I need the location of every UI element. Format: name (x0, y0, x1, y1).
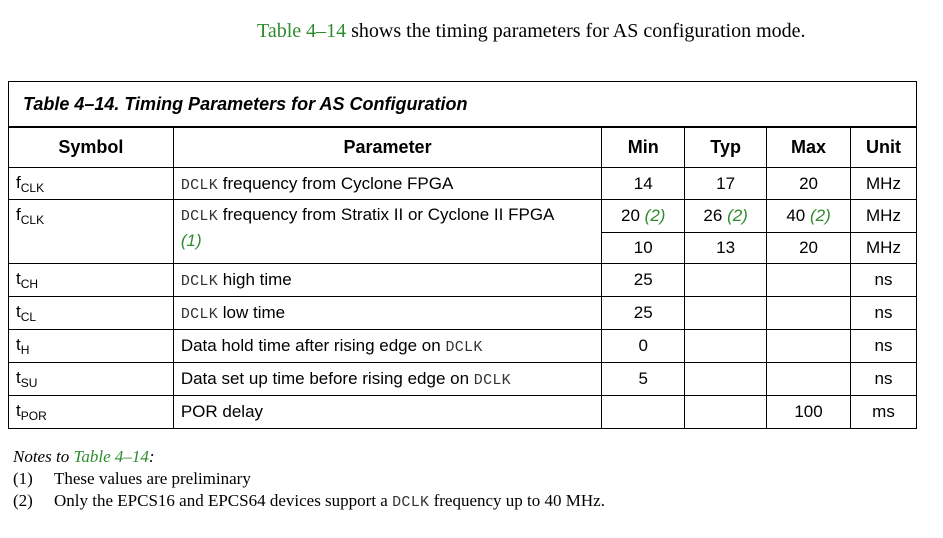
symbol-cell: $f_{CLK}$ (9, 168, 174, 200)
typ-cell (685, 297, 767, 330)
table-header-row (9, 127, 917, 168)
notes-table-link[interactable]: Table 4–14 (73, 447, 149, 466)
table-row (9, 264, 917, 297)
note-ref-1[interactable]: (1) (180, 231, 202, 250)
max-cell: 100 (767, 396, 851, 429)
max-cell: 40 (2) (767, 200, 851, 233)
typ-cell (685, 363, 767, 396)
notes-title: Notes to Table 4–14: (13, 447, 155, 466)
parameter-cell: Data hold time after rising edge on DCLK (173, 330, 601, 363)
min-cell: 25 (602, 264, 685, 297)
parameter-cell: DCLK low time (173, 297, 601, 330)
header-parameter: Parameter (173, 127, 601, 168)
min-cell: 10 (602, 233, 685, 264)
table-row (9, 200, 917, 233)
typ-cell (685, 264, 767, 297)
typ-cell: 26 (2) (685, 200, 767, 233)
header-typ: Typ (685, 127, 767, 168)
unit-cell: ns (851, 363, 917, 396)
note-ref-2[interactable]: (2) (809, 206, 831, 225)
note-ref-2[interactable]: (2) (727, 206, 748, 225)
symbol-cell: $t_{POR}$ (9, 396, 174, 429)
table-notes (13, 446, 605, 514)
unit-cell: ms (851, 396, 917, 429)
symbol-cell: $t_H$ (9, 330, 174, 363)
min-cell: 5 (602, 363, 685, 396)
min-cell (602, 396, 685, 429)
typ-cell (685, 396, 767, 429)
header-unit: Unit (851, 127, 917, 168)
min-cell: 25 (602, 297, 685, 330)
typ-cell: 13 (685, 233, 767, 264)
table-row (9, 363, 917, 396)
table-row (9, 330, 917, 363)
unit-cell: ns (851, 264, 917, 297)
symbol-cell: $t_{SU}$ (9, 363, 174, 396)
min-cell: 20 (2) (602, 200, 685, 233)
max-cell: 20 (767, 233, 851, 264)
header-min: Min (602, 127, 685, 168)
note-item: (1) These values are preliminary (13, 469, 251, 488)
max-cell (767, 264, 851, 297)
symbol-cell: $t_{CL}$ (9, 297, 174, 330)
parameter-cell: POR delay (173, 396, 601, 429)
unit-cell: MHz (851, 168, 917, 200)
symbol-cell: $f_{CLK}$ (9, 200, 174, 264)
parameter-cell: Data set up time before rising edge on DCLK (173, 363, 601, 396)
max-cell: 20 (767, 168, 851, 200)
max-cell (767, 330, 851, 363)
parameter-cell: DCLK frequency from Cyclone FPGA (173, 168, 601, 200)
unit-cell: ns (851, 297, 917, 330)
table-caption: Table 4–14. Timing Parameters for AS Configuration (9, 82, 917, 128)
intro-text: shows the timing parameters for AS configuration mode. (346, 20, 806, 42)
unit-cell: MHz (851, 233, 917, 264)
symbol-cell: $t_{CH}$ (9, 264, 174, 297)
typ-cell (685, 330, 767, 363)
max-cell (767, 363, 851, 396)
table-link[interactable]: Table 4–14 (257, 20, 347, 42)
parameter-cell: DCLK frequency from Stratix II or Cyclone II FPGA (1) (173, 200, 601, 264)
parameter-cell: DCLK high time (173, 264, 601, 297)
header-symbol: Symbol (9, 127, 174, 168)
typ-cell: 17 (685, 168, 767, 200)
intro-sentence (257, 18, 806, 44)
timing-table (8, 81, 917, 429)
header-max: Max (767, 127, 851, 168)
unit-cell: ns (851, 330, 917, 363)
note-ref-2[interactable]: (2) (644, 206, 666, 225)
note-item: (2) Only the EPCS16 and EPCS64 devices support a DCLK frequency up to 40 MHz. (13, 491, 605, 511)
max-cell (767, 297, 851, 330)
min-cell: 0 (602, 330, 685, 363)
table-row (9, 396, 917, 429)
table-row (9, 297, 917, 330)
table-row (9, 168, 917, 200)
min-cell: 14 (602, 168, 685, 200)
unit-cell: MHz (851, 200, 917, 233)
